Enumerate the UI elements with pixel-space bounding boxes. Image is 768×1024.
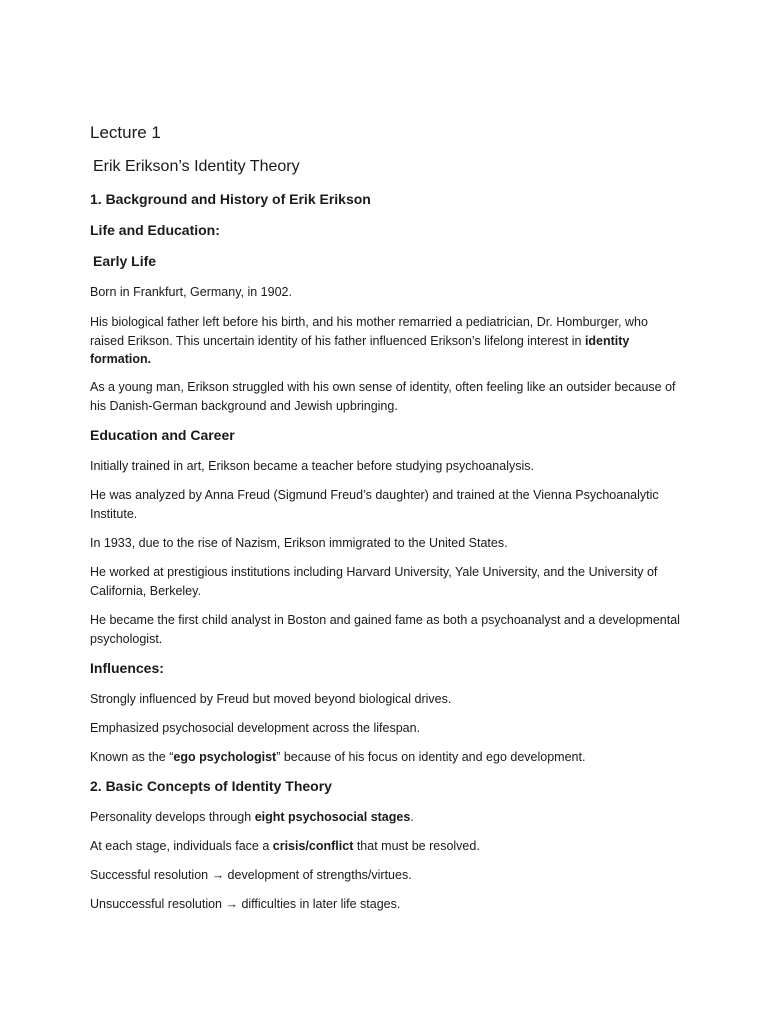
paragraph-born: Born in Frankfurt, Germany, in 1902. [90,285,292,299]
identity-formation-bold: identity formation. [90,333,630,366]
paragraph-personality-text-1: Personality develops through [90,810,255,824]
paragraph-father-text: His biological father left before his birth, and his mother remarried a pediatrician, Dr. Homburger, who raised Erikson. This uncertain identity of his father influenced Erikson’s lifelong interest in [90,315,648,348]
paragraph-personality-text-2: . [410,810,414,824]
document-title: Erik Erikson’s Identity Theory [93,158,300,175]
paragraph-anna-freud: He was analyzed by Anna Freud (Sigmund Freud’s daughter) and trained at the Vienna Psychoanalytic Institute. [90,488,659,521]
paragraph-ego-text-1: Known as the “ [90,750,174,764]
section-1-heading: 1. Background and History of Erik Erikson [90,191,371,207]
paragraph-each-stage [90,837,680,856]
education-career-heading: Education and Career [90,427,235,443]
paragraph-personality [90,808,680,827]
paragraph-ego-text-2: ” because of his focus on identity and ego development. [276,750,586,764]
paragraph-boston: He became the first child analyst in Boston and gained fame as both a psychoanalyst and a developmental psychologist. [90,613,680,646]
paragraph-each-stage-text-2: that must be resolved. [353,839,480,853]
paragraph-ego [90,748,680,767]
crisis-conflict-bold: crisis/conflict [272,839,354,853]
ego-psychologist-bold: ego psychologist [173,750,277,764]
eight-stages-bold: eight psychosocial stages [254,810,411,824]
paragraph-father [90,313,680,369]
life-education-heading: Life and Education: [90,222,220,238]
paragraph-freud: Strongly influenced by Freud but moved beyond biological drives. [90,692,452,706]
lecture-heading: Lecture 1 [90,123,161,142]
influences-heading: Influences: [90,660,164,676]
paragraph-each-stage-text-1: At each stage, individuals face a [90,839,273,853]
paragraph-unsuccessful: Unsuccessful resolution → difficulties in later life stages. [90,897,401,911]
paragraph-emphasized: Emphasized psychosocial development across the lifespan. [90,721,421,735]
early-life-heading: Early Life [93,253,157,269]
paragraph-young-man: As a young man, Erikson struggled with his own sense of identity, often feeling like an outsider because of his Danish-German background and Jewish upbringing. [90,380,676,413]
paragraph-art: Initially trained in art, Erikson became a teacher before studying psychoanalysis. [90,459,534,473]
paragraph-institutions: He worked at prestigious institutions including Harvard University, Yale University, and the University of California, Berkeley. [90,565,658,598]
paragraph-1933: In 1933, due to the rise of Nazism, Erikson immigrated to the United States. [90,536,508,550]
paragraph-successful: Successful resolution → development of strengths/virtues. [90,868,412,882]
section-2-heading: 2. Basic Concepts of Identity Theory [90,778,332,794]
